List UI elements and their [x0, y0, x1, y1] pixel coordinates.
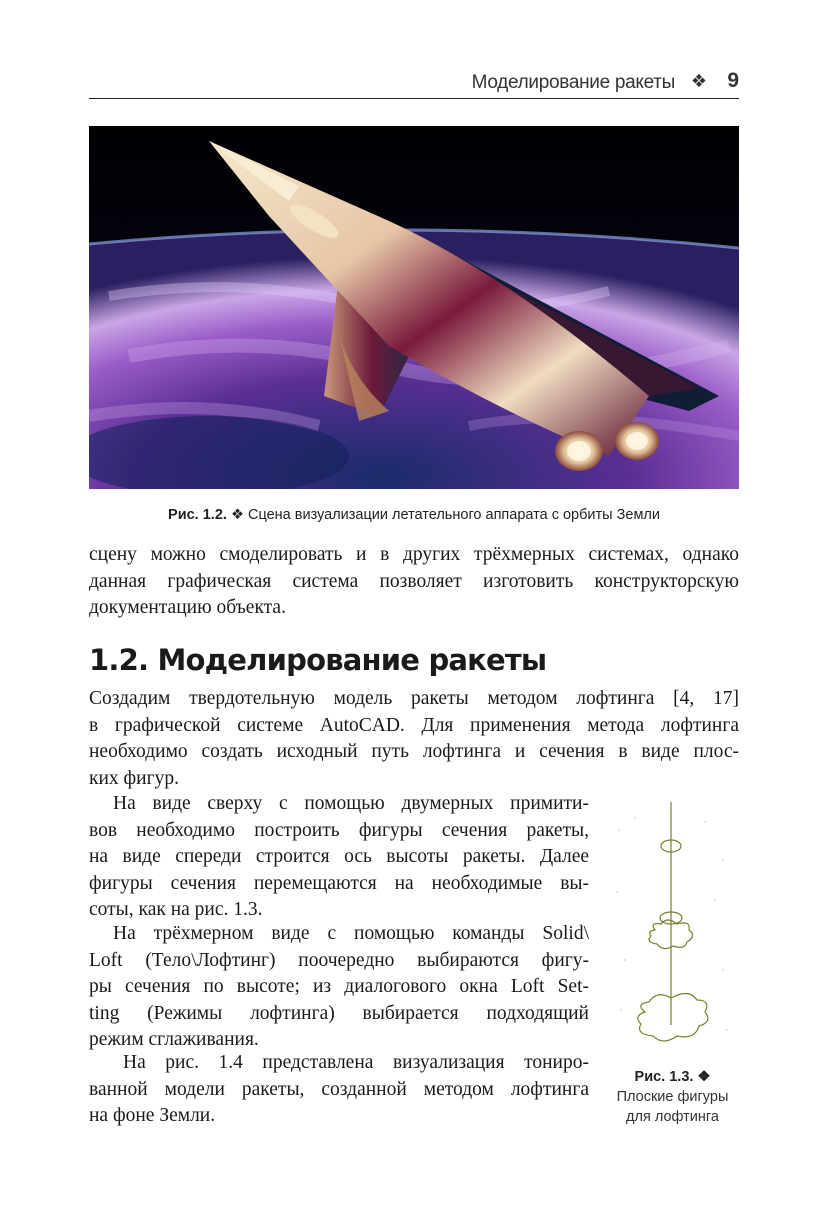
figure-label: Рис. 1.2. [168, 507, 227, 523]
text-line: необходимо создать исходный путь лофтинга и сечения в виде плос- [89, 741, 739, 762]
text-line: ры сечения по высоте; из диалогового окна Loft Set- [89, 976, 589, 997]
figure-1-2-caption [89, 507, 739, 523]
continued-paragraph [89, 542, 739, 622]
figure-caption-line: для лофтинга [626, 1109, 719, 1125]
section-heading: 1.2. Моделирование ракеты [89, 643, 547, 677]
text-line: На трёхмерном виде с помощью команды Solid\ [113, 923, 589, 944]
text-line: ких фигур. [89, 767, 179, 789]
text-line: в графической системе AutoCAD. Для применения метода лофтинга [89, 714, 739, 736]
text-line: На рис. 1.4 представлена визуализация тониро- [123, 1052, 589, 1073]
figure-loft-profiles [605, 800, 740, 1055]
text-line: данная графическая система позволяет изготовить конструкторскую [89, 570, 739, 592]
figure-caption-text: Сцена визуализации летательного аппарата с орбиты Земли [248, 507, 660, 523]
text-line: На виде сверху с помощью двумерных примити- [113, 793, 589, 814]
text-line: ванной модели ракеты, созданной методом лофтинга [89, 1078, 589, 1100]
text-line: режим сглаживания. [89, 1029, 259, 1050]
paragraph-intro [89, 686, 739, 792]
paragraph-sections [89, 791, 589, 924]
text-line: на фоне Земли. [89, 1105, 216, 1126]
text-line: Создадим твердотельную модель ракеты методом лофтинга [4, 17] [89, 688, 739, 709]
ornament-icon: ❖ [230, 507, 244, 523]
figure-1-3-caption [600, 1067, 745, 1127]
figure-label: Рис. 1.3. ❖ [634, 1069, 711, 1085]
running-head-title: Моделирование ракеты [471, 72, 675, 93]
text-line: вов необходимо построить фигуры сечения ракеты, [89, 819, 589, 841]
figure-caption-line: Плоские фигуры [616, 1089, 729, 1105]
loft-profiles-drawing [605, 800, 740, 1055]
running-head [89, 68, 739, 99]
text-line: на виде спереди строится ось высоты ракеты. Далее [89, 846, 589, 867]
figure-rocket-over-earth [89, 126, 739, 489]
text-line: Loft (Тело\Лофтинг) поочередно выбираются фигу- [89, 949, 589, 971]
text-line: ting (Режимы лофтинга) выбирается подходящий [89, 1002, 589, 1024]
rocket-scene-image [89, 126, 739, 489]
section-shape-base [638, 993, 708, 1041]
page-number: 9 [727, 69, 739, 92]
text-line: документацию объекта. [89, 597, 286, 618]
paragraph-loft-command [89, 921, 589, 1054]
text-line: сцену можно смоделировать и в других трёхмерных системах, однако [89, 544, 739, 565]
text-line: соты, как на рис. 1.3. [89, 899, 263, 920]
ornament-icon: ❖ [690, 71, 707, 92]
paragraph-visualization [89, 1050, 589, 1130]
text-line: фигуры сечения перемещаются на необходимые вы- [89, 872, 589, 894]
